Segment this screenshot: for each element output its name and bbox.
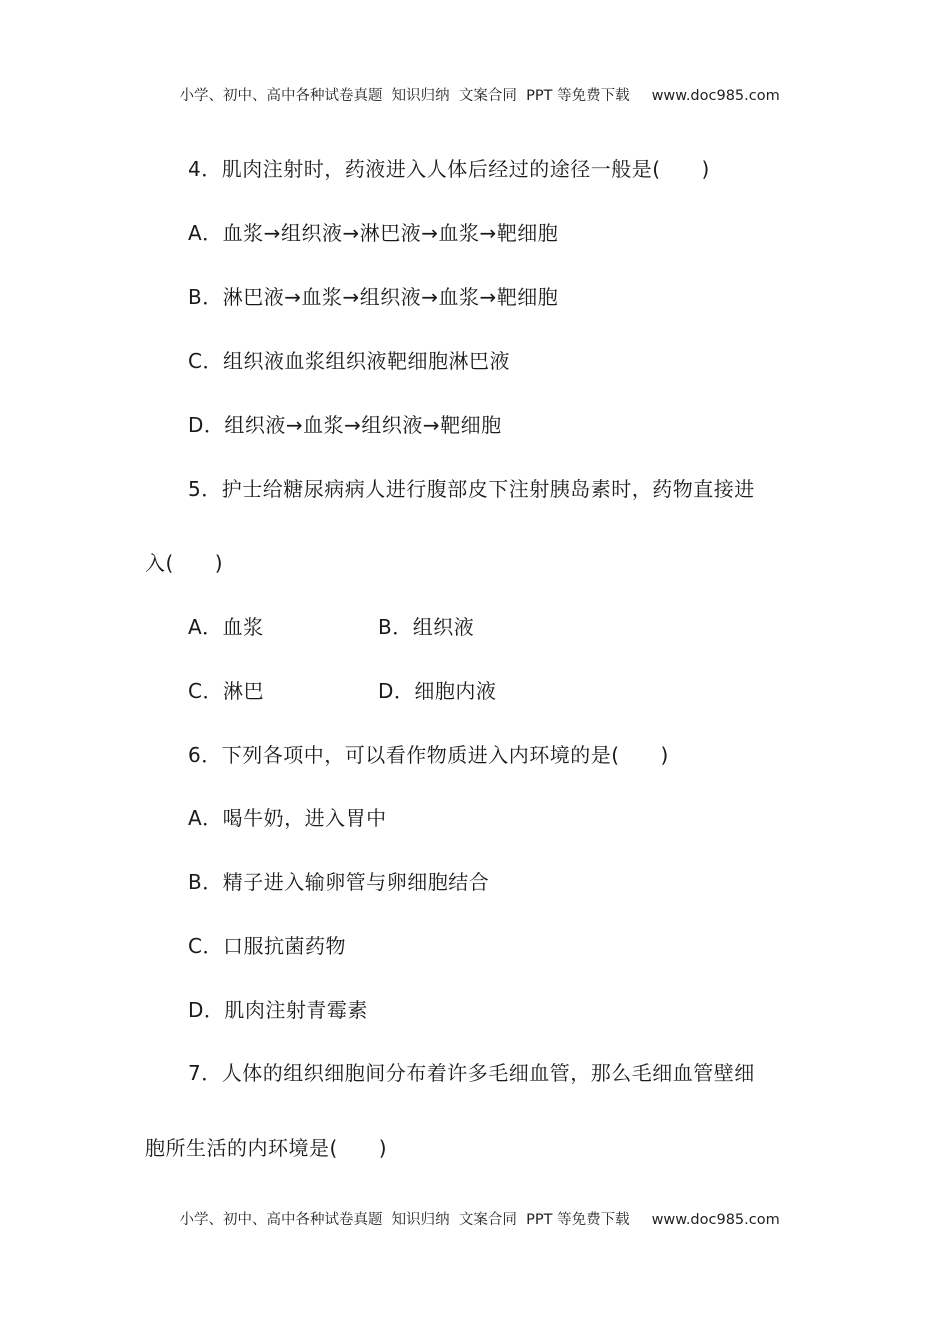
header-site-link[interactable]: www.doc985.com: [651, 88, 780, 104]
footer-site-link[interactable]: www.doc985.com: [651, 1212, 780, 1228]
question-5-option-b: B．组织液: [378, 615, 475, 639]
question-6-option-a: A．喝牛奶，进入胃中: [188, 806, 387, 830]
question-5-stem-line1: 5．护士给糖尿病病人进行腹部皮下注射胰岛素时，药物直接进: [188, 477, 755, 501]
question-6-stem: 6．下列各项中，可以看作物质进入内环境的是( ): [188, 743, 669, 767]
question-5-option-c: C．淋巴: [188, 679, 264, 703]
question-4-option-b: B．淋巴液→血浆→组织液→血浆→靶细胞: [188, 285, 559, 309]
question-4-option-c: C．组织液血浆组织液靶细胞淋巴液: [188, 349, 510, 373]
question-5-option-a: A．血浆: [188, 615, 264, 639]
question-5-option-d: D．细胞内液: [378, 679, 497, 703]
question-6-option-b: B．精子进入输卵管与卵细胞结合: [188, 870, 490, 894]
page-header: [0, 68, 950, 105]
question-4-option-d: D．组织液→血浆→组织液→靶细胞: [188, 413, 502, 437]
question-6-option-c: C．口服抗菌药物: [188, 934, 346, 958]
page-footer: [0, 1192, 950, 1229]
question-6-option-d: D．肌肉注射青霉素: [188, 998, 368, 1022]
question-7-stem-line1: 7．人体的组织细胞间分布着许多毛细血管，那么毛细血管壁细: [188, 1061, 755, 1085]
question-5-stem-line2: 入( ): [145, 551, 224, 575]
question-7-stem-line2: 胞所生活的内环境是( ): [145, 1136, 388, 1160]
header-text: 小学、初中、高中各种试卷真题 知识归纳 文案合同 PPT 等免费下载: [179, 88, 630, 104]
footer-text: 小学、初中、高中各种试卷真题 知识归纳 文案合同 PPT 等免费下载: [179, 1212, 630, 1228]
question-4-option-a: A．血浆→组织液→淋巴液→血浆→靶细胞: [188, 221, 559, 245]
question-4-stem: 4．肌肉注射时，药液进入人体后经过的途径一般是( ): [188, 157, 710, 181]
